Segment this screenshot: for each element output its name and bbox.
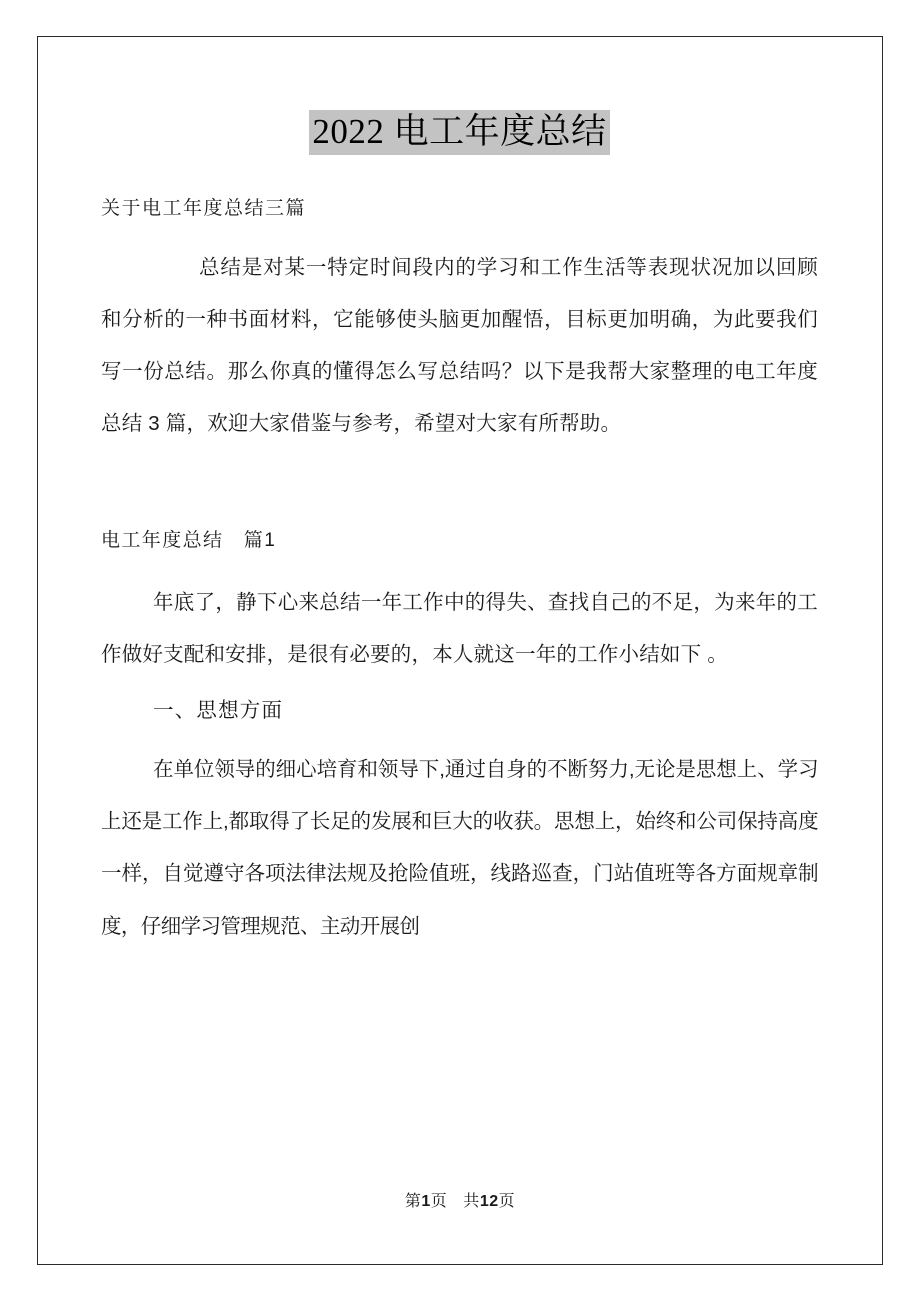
document-content	[101, 36, 818, 953]
footer-total-prefix: 共	[463, 1193, 480, 1210]
section-heading: 电工年度总结 篇1	[101, 529, 277, 551]
page-title-highlight	[309, 110, 609, 155]
body-paragraph-1: 年底了，静下心来总结一年工作中的得失、查找自己的不足，为来年的工作做好支配和安排，是很有必要的，本人就这一年的工作小结如下 。	[101, 590, 818, 667]
page-title	[101, 108, 818, 155]
footer-total-pages: 12	[479, 1193, 499, 1210]
footer-total-unit: 页	[498, 1193, 516, 1210]
body-subheading-thought: 一、思想方面	[153, 699, 284, 723]
document-subtitle: 关于电工年度总结三篇	[101, 198, 307, 220]
footer-page-prefix: 第	[404, 1193, 422, 1210]
intro-paragraph: 总结是对某一特定时间段内的学习和工作生活等表现状况加以回顾和分析的一种书面材料，它能够使头脑更加醒悟，目标更加明确，为此要我们写一份总结。那么你真的懂得怎么写总结吗？以下是我帮大家整理的电工年度总结 3 篇，欢迎大家借鉴与参考，希望对大家有所帮助。	[101, 255, 818, 436]
page-title-text: 电工年度总结	[393, 112, 607, 151]
heading-spacer	[101, 557, 818, 571]
section-spacer	[101, 451, 818, 525]
body-paragraph-2: 在单位领导的细心培育和领导下,通过自身的不断努力,无论是思想上、学习上还是工作上,都取得了长足的发展和巨大的收获。思想上，始终和公司保持高度一样，自觉遵守各项法律法规及抢险值班，线路巡查，门站值班等各方面规章制度，仔细学习管理规范、主动开展创	[101, 757, 818, 938]
page-title-year: 2022	[312, 112, 385, 151]
page-footer	[0, 1188, 920, 1211]
footer-page-number: 1	[421, 1193, 431, 1210]
footer-page-unit: 页	[430, 1193, 448, 1210]
